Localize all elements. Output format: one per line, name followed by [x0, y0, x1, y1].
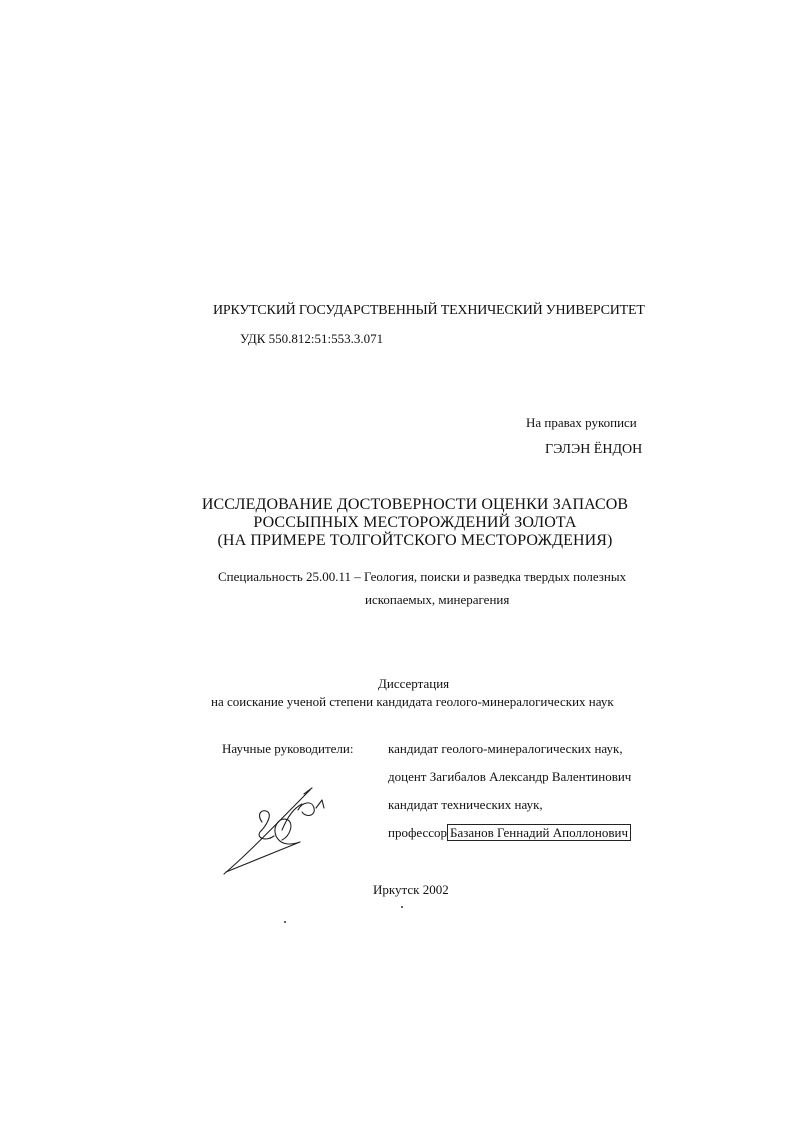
dissertation-title-line-2: РОССЫПНЫХ МЕСТОРОЖДЕНИЙ ЗОЛОТА	[253, 514, 577, 531]
supervisor-1-name: доцент Загибалов Александр Валентинович	[388, 769, 632, 784]
dissertation-title-line-1: ИССЛЕДОВАНИЕ ДОСТОВЕРНОСТИ ОЦЕНКИ ЗАПАСОВ	[201, 496, 629, 513]
specialty-line-2: ископаемых, минерагения	[365, 592, 510, 607]
specialty-line-1: Специальность 25.00.11 – Геология, поиски и разведка твердых полезных	[218, 569, 627, 584]
university-name: ИРКУТСКИЙ ГОСУДАРСТВЕННЫЙ ТЕХНИЧЕСКИЙ УНИВЕРСИТЕТ	[213, 303, 645, 318]
supervisors-heading: Научные руководители:	[222, 741, 354, 756]
supervisor-1-degree: кандидат геолого-минералогических наук,	[388, 741, 623, 756]
supervisor-2-line	[388, 825, 631, 841]
handwritten-signature	[222, 786, 332, 878]
scan-speck	[401, 906, 403, 908]
supervisor-2-title: профессор	[388, 825, 448, 840]
scan-speck	[284, 921, 286, 923]
manuscript-rights-note: На правах рукописи	[526, 415, 637, 430]
dissertation-label: Диссертация	[378, 676, 450, 691]
supervisor-2-degree: кандидат технических наук,	[388, 797, 543, 812]
supervisor-2-name: Базанов Геннадий Аполлонович	[447, 824, 631, 841]
udc-code: УДК 550.812:51:553.3.071	[240, 331, 384, 346]
dissertation-title-line-3: (НА ПРИМЕРЕ ТОЛГОЙТСКОГО МЕСТОРОЖДЕНИЯ)	[217, 532, 613, 549]
author-name: ГЭЛЭН ЁНДОН	[545, 442, 643, 457]
city-and-year: Иркутск 2002	[373, 882, 449, 897]
degree-purpose: на соискание ученой степени кандидата геолого-минералогических наук	[211, 694, 614, 709]
